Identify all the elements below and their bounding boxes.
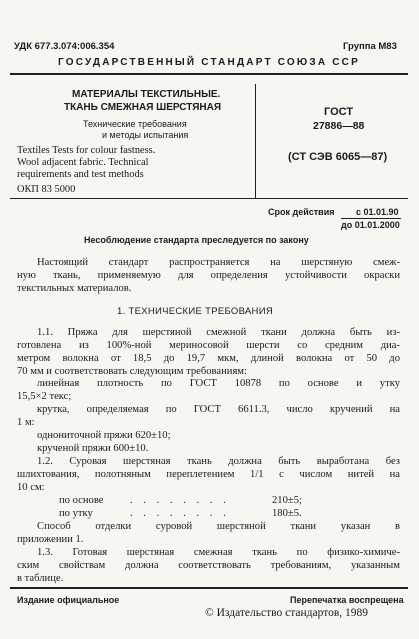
clause-1-2-line-2: шлихтования, полотняным переплетением 1/1 с числом нитей на (17, 469, 400, 480)
warp-dots: . . . . . . . . (130, 495, 230, 506)
clause-1-1-line-4: 70 мм и соответствовать следующим требованиям: (17, 366, 247, 377)
official-edition: Издание официальное (17, 595, 120, 605)
weft-label: по утку (59, 508, 93, 519)
publisher-copyright: © Издательство стандартов, 1989 (205, 607, 369, 619)
legal-notice: Несоблюдение стандарта преследуется по закону (84, 235, 309, 245)
title-line-2: ТКАНЬ СМЕЖНАЯ ШЕРСТЯНАЯ (64, 102, 222, 113)
reprint-prohibited: Перепечатка воспрещена (290, 595, 404, 605)
title-line-1: МАТЕРИАЛЫ ТЕКСТИЛЬНЫЕ. (72, 89, 221, 100)
state-standard-heading: ГОСУДАРСТВЕННЫЙ СТАНДАРТ СОЮЗА ССР (58, 57, 360, 68)
english-title-line-1: Textiles Tests for colour fastness. (17, 145, 156, 156)
title-divider (255, 84, 256, 198)
validity-label: Срок действия (268, 207, 335, 217)
clause-1-3-line-2: ским свойствам должна соответствовать требованиям, указанным (17, 560, 400, 571)
validity-from: с 01.01.90 (356, 207, 399, 217)
clause-1-2-line-1: 1.2. Суровая шерстяная ткань должна быть выработана без (37, 456, 400, 467)
finishing-line-2: приложении 1. (17, 534, 84, 545)
clause-1-2-line-3: 10 см: (17, 482, 45, 493)
clause-1-1-line-2: готовлена из 100%-ной мериносовой шерсти со средним диа- (17, 340, 400, 351)
subtitle-line-2: и методы испытания (102, 130, 189, 140)
twist-line-1: крутка, определяемая по ГОСТ 6611.3, число кручений на (37, 404, 400, 415)
section-1-title: 1. ТЕХНИЧЕСКИЕ ТРЕБОВАНИЯ (117, 306, 273, 317)
st-sev-number: (СТ СЭВ 6065—87) (288, 151, 388, 163)
twist-line-2: 1 м: (17, 417, 35, 428)
weft-value: 180±5. (272, 508, 302, 519)
udk-code: УДК 677.3.074:006.354 (14, 41, 115, 52)
clause-1-1-line-1: 1.1. Пряжа для шерстяной смежной ткани должна быть из- (37, 327, 400, 338)
validity-to: до 01.01.2000 (341, 220, 400, 230)
intro-line-2: ную ткань, применяемую для определения устойчивости окраски (17, 270, 400, 281)
warp-label: по основе (59, 495, 104, 506)
linear-density-line-2: 15,5×2 текс; (17, 391, 72, 402)
group-code: Группа М83 (343, 41, 397, 52)
clause-1-3-line-3: в таблице. (17, 573, 64, 584)
title-bottom-rule (10, 198, 408, 199)
clause-1-1-line-3: метром волокна от 18,5 до 19,7 мкм, длиной волокна от 50 до (17, 353, 400, 364)
warp-value: 210±5; (272, 495, 302, 506)
okp-code: ОКП 83 5000 (17, 184, 76, 195)
english-title-line-2: Wool adjacent fabric. Technical (17, 157, 149, 168)
english-title-line-3: requirements and test methods (17, 169, 144, 180)
single-yarn-twist: однониточной пряжи 620±10; (37, 430, 171, 441)
subtitle-line-1: Технические требования (83, 119, 187, 129)
weft-dots: . . . . . . . . (130, 508, 230, 519)
finishing-line-1: Способ отделки суровой шерстяной ткани указан в (37, 521, 400, 532)
footer-rule (10, 587, 408, 589)
intro-line-1: Настоящий стандарт распространяется на шерстяную смеж- (37, 257, 400, 268)
gost-number: 27886—88 (313, 120, 365, 132)
gost-label: ГОСТ (324, 106, 354, 118)
intro-line-3: текстильных материалов. (17, 283, 132, 294)
header-rule (10, 73, 408, 75)
linear-density-line-1: линейная плотность по ГОСТ 10878 по основе и утку (37, 378, 400, 389)
clause-1-3-line-1: 1.3. Готовая шерстяная смежная ткань по физико-химиче- (37, 547, 400, 558)
plied-yarn-twist: крученой пряжи 600±10. (37, 443, 149, 454)
